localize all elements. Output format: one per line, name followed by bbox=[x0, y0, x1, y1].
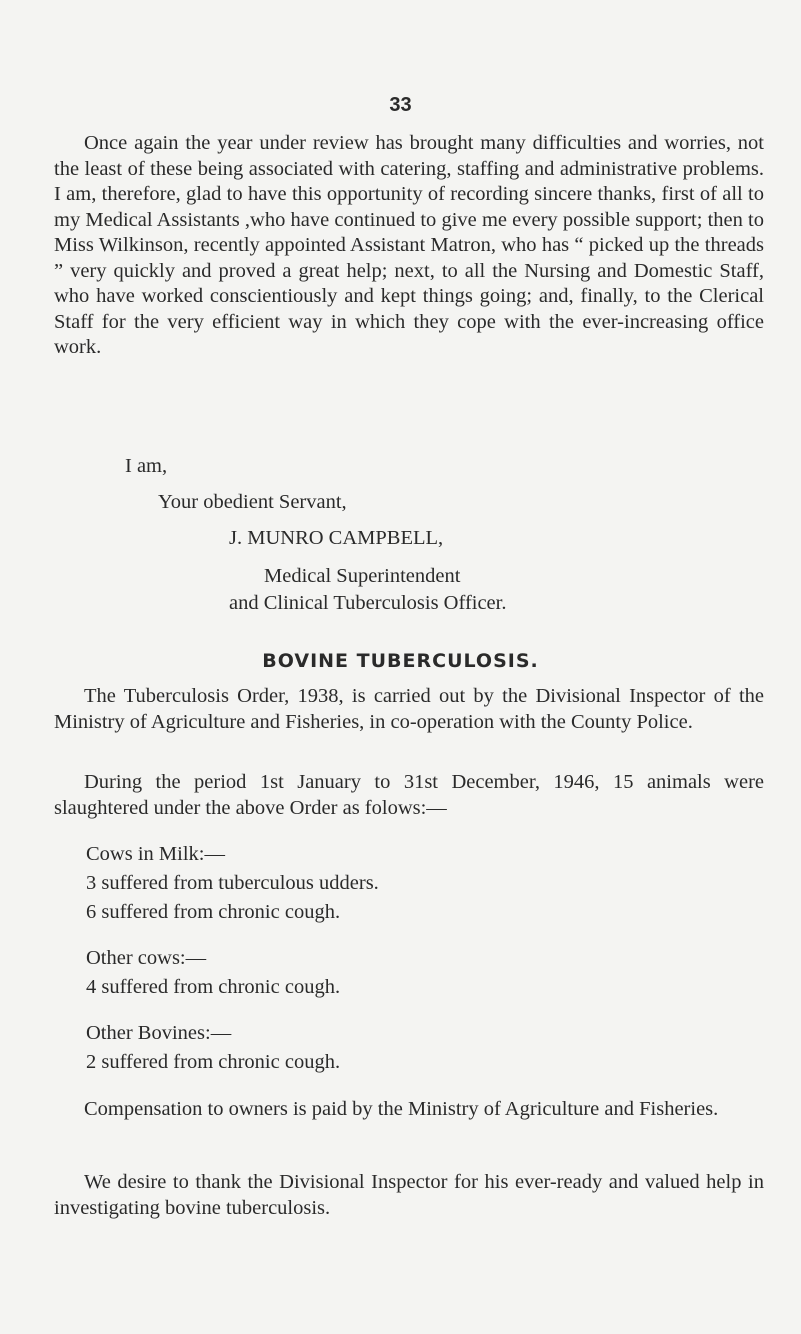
signatory-title-line1: Medical Superintendent bbox=[264, 565, 461, 587]
salutation: Your obedient Servant, bbox=[158, 491, 347, 513]
group-line: 2 suffered from chronic cough. bbox=[86, 1051, 341, 1073]
paragraph-acknowledgement: We desire to thank the Divisional Inspector for his ever-ready and valued help in investigating bovine tuberculosis. bbox=[54, 1171, 764, 1219]
signature: J. MUNRO CAMPBELL, bbox=[229, 527, 444, 549]
paragraph-order: The Tuberculosis Order, 1938, is carried out by the Divisional Inspector of the Ministry of Agriculture and Fisheries, in co-operation with the County Police. bbox=[54, 685, 764, 733]
signatory-title-line2: and Clinical Tuberculosis Officer. bbox=[229, 592, 507, 614]
group-label-other-cows: Other cows:— bbox=[86, 947, 207, 969]
group-line: 3 suffered from tuberculous udders. bbox=[86, 872, 379, 894]
group-label-other-bovines: Other Bovines:— bbox=[86, 1022, 232, 1044]
group-line: 4 suffered from chronic cough. bbox=[86, 976, 341, 998]
paragraph-thanks: Once again the year under review has brought many difficulties and worries, not the least of these being associated with catering, staffing and administrative problems. I am, therefore, glad to have this opportunity of recording sincere thanks, first of all to my Medical Assistants ,who have continued to give me every possible support; then to Miss Wilkinson, recently appointed Assistant Matron, who has “ picked up the threads ” very quickly and proved a great help; next, to all the Nursing and Domestic Staff, who have worked conscientiously and kept things going; and, finally, to the Clerical Staff for the very efficient way in which they cope with the ever-increasing office work. bbox=[54, 132, 764, 358]
group-label-cows-in-milk: Cows in Milk:— bbox=[86, 843, 225, 865]
closing: I am, bbox=[125, 455, 168, 477]
page-number: 33 bbox=[389, 94, 412, 116]
section-heading: BOVINE TUBERCULOSIS. bbox=[262, 650, 539, 672]
paragraph-compensation: Compensation to owners is paid by the Ministry of Agriculture and Fisheries. bbox=[84, 1098, 719, 1120]
group-line: 6 suffered from chronic cough. bbox=[86, 901, 341, 923]
paragraph-period: During the period 1st January to 31st December, 1946, 15 animals were slaughtered under the above Order as folows:— bbox=[54, 771, 764, 819]
